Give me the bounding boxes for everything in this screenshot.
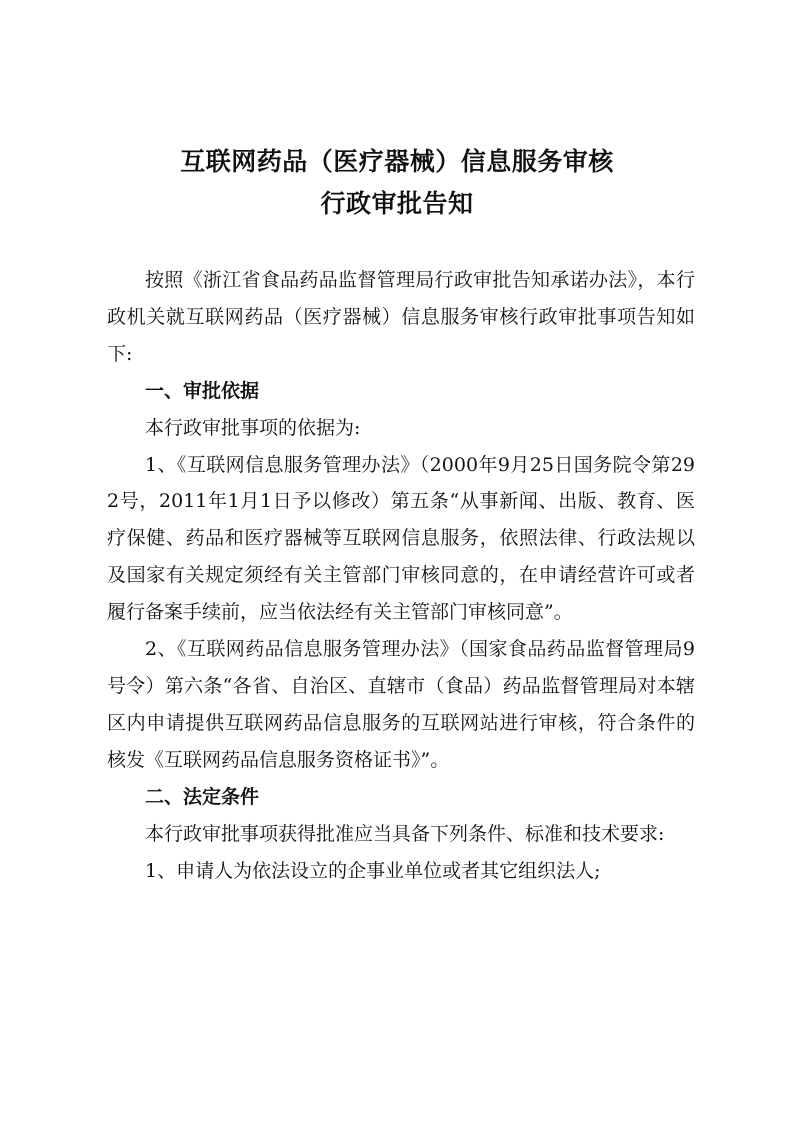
- document-title-line-1: 互联网药品（医疗器械）信息服务审核: [180, 147, 614, 176]
- section-heading-legal-conditions: 二、法定条件: [145, 785, 260, 808]
- approval-basis-item-1: 1、《互联网信息服务管理办法》（2000年9月25日国务院令第292号，2011年1月1日予以修改）第五条“从事新闻、出版、教育、医疗保健、药品和医疗器械等互联网信息服务，依照法律、行政法规以及国家有关规定须经有关主管部门审核同意的，在申请经营许可或者履行备案手续前，应当依法经有关主管部门审核同意”。: [107, 453, 695, 624]
- document-body: [107, 262, 695, 889]
- document-title-line-2: 行政审批告知: [320, 189, 474, 218]
- approval-basis-lead: 本行政审批事项的依据为:: [145, 416, 361, 439]
- legal-conditions-lead: 本行政审批事项获得批准应当具备下列条件、标准和技术要求:: [145, 822, 665, 845]
- intro-paragraph: 按照《浙江省食品药品监督管理局行政审批告知承诺办法》，本行政机关就互联网药品（医疗器械）信息服务审核行政审批事项告知如下:: [107, 269, 695, 365]
- legal-conditions-item-1: 1、申请人为依法设立的企事业单位或者其它组织法人;: [145, 859, 601, 882]
- section-heading-approval-basis: 一、审批依据: [145, 379, 260, 402]
- approval-basis-item-2: 2、《互联网药品信息服务管理办法》（国家食品药品监督管理局9号令）第六条“各省、自治区、直辖市（食品）药品监督管理局对本辖区内申请提供互联网药品信息服务的互联网站进行审核，符合条件的核发《互联网药品信息服务资格证书》”。: [107, 638, 695, 771]
